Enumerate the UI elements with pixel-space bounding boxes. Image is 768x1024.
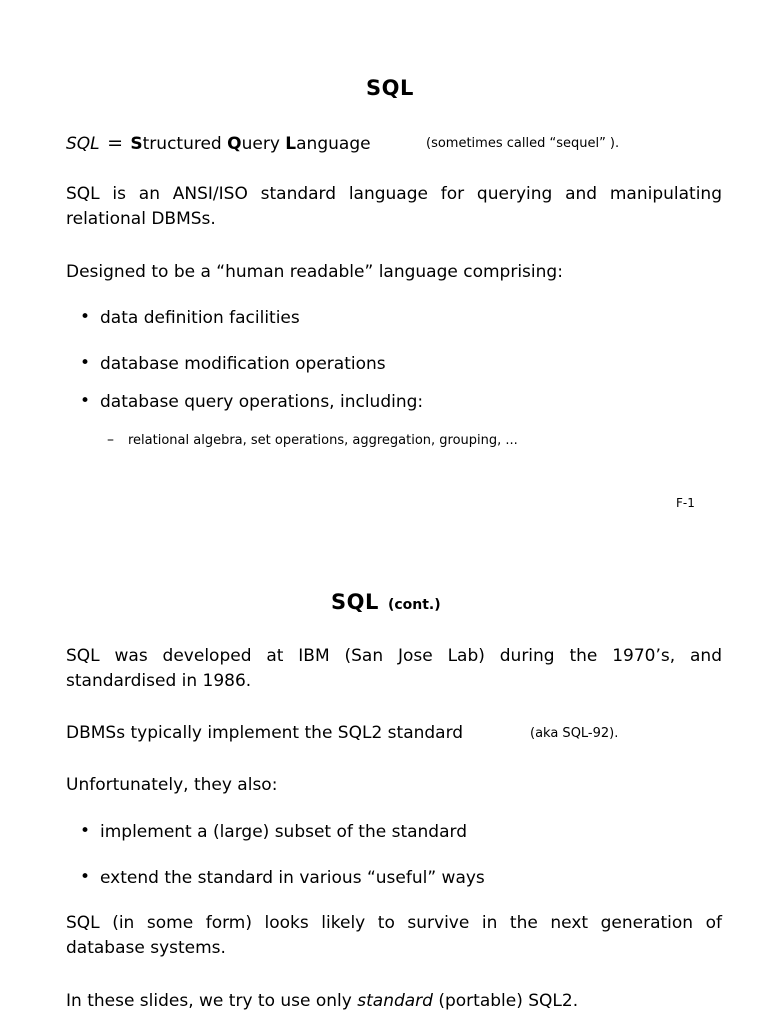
slide1-paragraph-designed: Designed to be a “human readable” language comprising: [66,262,563,282]
letter-l: L [285,134,297,154]
list-item: extend the standard in various “useful” ways [100,868,485,888]
sql92-note: (aka SQL-92). [530,726,619,741]
bullet-icon: • [80,307,91,327]
sub-list-item: relational algebra, set operations, aggregation, grouping, ... [128,433,518,448]
list-item: database query operations, including: [100,392,424,412]
bullet-icon: • [80,391,91,411]
slide1-definition [66,131,371,157]
paragraph-line: database systems. [66,938,226,958]
portable-text-emphasis: standard [357,991,433,1011]
slide1-title: SQL [366,76,414,100]
slide2-paragraph-sql2: DBMSs typically implement the SQL2 standard [66,723,464,743]
slide2-paragraph-unfortunately: Unfortunately, they also: [66,775,278,795]
portable-text-post: (portable) SQL2. [438,991,579,1011]
paragraph-line: relational DBMSs. [66,209,216,229]
list-item: data definition facilities [100,308,300,328]
paragraph-line: SQL (in some form) looks likely to survive in the next generation of [66,913,722,933]
slide1-paragraph-ansi [66,182,722,232]
slide2-paragraph-ibm [66,644,722,694]
slide2-title [331,590,441,614]
sequel-note: (sometimes called “sequel” ). [426,136,620,151]
dash-icon: – [107,432,114,448]
word-structured-rest: tructured [142,134,222,154]
paragraph-line: SQL was developed at IBM (San Jose Lab) during the 1970’s, and [66,646,722,666]
sql-term: SQL [66,134,100,154]
word-query-rest: uery [241,134,280,154]
bullet-icon: • [80,867,91,887]
page-number: F-1 [676,496,695,510]
slide2-paragraph-portable [66,989,578,1014]
bullet-icon: • [80,821,91,841]
paragraph-line: standardised in 1986. [66,671,252,691]
portable-text-pre: In these slides, we try to use only [66,991,352,1011]
letter-q: Q [227,134,242,154]
equals-sign: = [107,132,123,154]
word-language-rest: anguage [296,134,371,154]
slide2-paragraph-survive [66,911,722,961]
letter-s: S [130,134,143,154]
bullet-icon: • [80,353,91,373]
slide2-title-suffix: (cont.) [387,597,441,613]
slide2-title-main: SQL [331,590,379,614]
paragraph-line: SQL is an ANSI/ISO standard language for querying and manipulating [66,184,722,204]
list-item: database modification operations [100,354,386,374]
list-item: implement a (large) subset of the standard [100,822,467,842]
